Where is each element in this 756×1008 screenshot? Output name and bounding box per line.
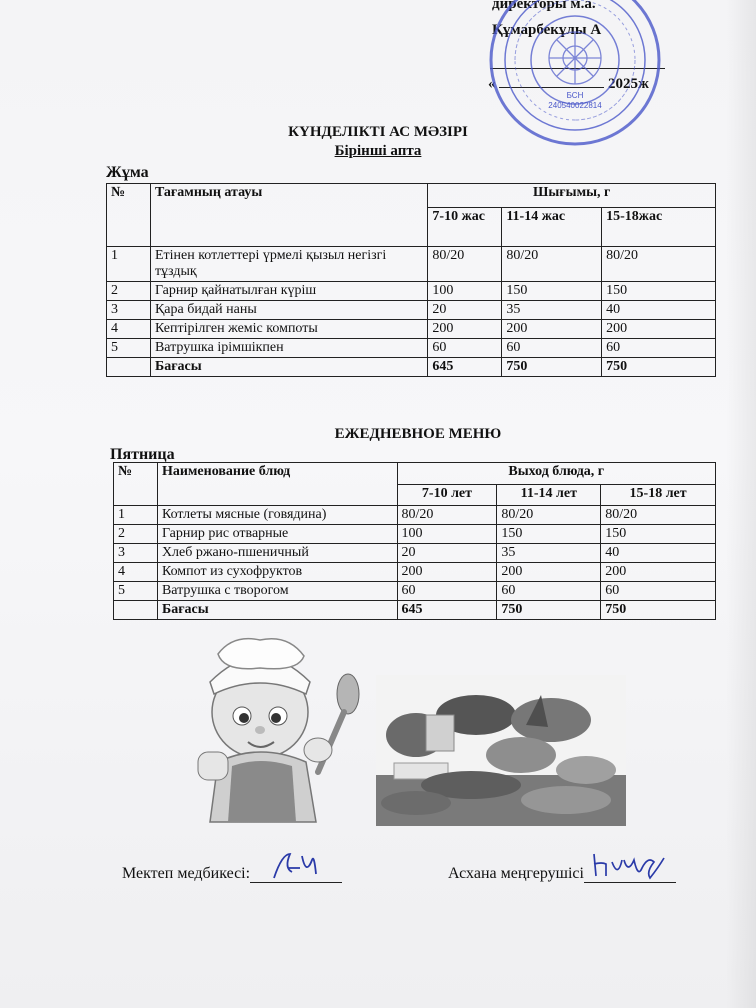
row-no: 2 bbox=[107, 282, 151, 301]
row-value: 60 bbox=[397, 582, 497, 601]
ru-col-no: № bbox=[114, 463, 158, 506]
ru-col-name: Наименование блюд bbox=[157, 463, 397, 506]
table-row bbox=[114, 544, 716, 563]
price-value: 750 bbox=[497, 601, 601, 620]
row-no: 5 bbox=[107, 339, 151, 358]
row-value: 40 bbox=[601, 544, 716, 563]
row-value: 150 bbox=[497, 525, 601, 544]
kz-col-name: Тағамның атауы bbox=[150, 184, 427, 247]
canteen-signature-line bbox=[584, 864, 676, 883]
row-name: Қара бидай наны bbox=[150, 301, 427, 320]
date-year: 2025ж bbox=[608, 76, 649, 92]
food-photo bbox=[376, 675, 626, 826]
row-name: Гарнир рис отварные bbox=[157, 525, 397, 544]
row-name: Компот из сухофруктов bbox=[157, 563, 397, 582]
table-row bbox=[107, 320, 716, 339]
ru-header-row bbox=[114, 463, 716, 485]
ru-title: ЕЖЕДНЕВНОЕ МЕНЮ bbox=[334, 426, 502, 442]
row-value: 150 bbox=[602, 282, 716, 301]
price-value: 750 bbox=[602, 358, 716, 377]
row-value: 40 bbox=[602, 301, 716, 320]
row-value: 60 bbox=[602, 339, 716, 358]
table-row bbox=[114, 563, 716, 582]
row-value: 80/20 bbox=[497, 506, 601, 525]
nurse-signature bbox=[270, 850, 330, 882]
row-value: 80/20 bbox=[397, 506, 497, 525]
price-value: 750 bbox=[502, 358, 602, 377]
price-value: 750 bbox=[601, 601, 716, 620]
row-no: 4 bbox=[107, 320, 151, 339]
kz-col-no: № bbox=[107, 184, 151, 247]
row-value: 60 bbox=[502, 339, 602, 358]
row-name: Ватрушка ірімшікпен bbox=[150, 339, 427, 358]
price-label: Бағасы bbox=[150, 358, 427, 377]
row-name: Етінен котлеттері үрмелі қызыл негізгі тұздық bbox=[150, 247, 427, 282]
header-director: директоры м.а. bbox=[492, 0, 596, 12]
row-name: Хлеб ржано-пшеничный bbox=[157, 544, 397, 563]
row-name: Гарнир қайнатылған күріш bbox=[150, 282, 427, 301]
row-name: Котлеты мясные (говядина) bbox=[157, 506, 397, 525]
canteen-signature bbox=[588, 848, 668, 882]
table-row bbox=[107, 301, 716, 320]
kz-header-row bbox=[107, 184, 716, 208]
header-name: Құмарбекұлы А bbox=[492, 22, 602, 38]
kz-col-output: Шығымы, г bbox=[428, 184, 716, 208]
table-row bbox=[114, 582, 716, 601]
table-row bbox=[107, 247, 716, 282]
row-no: 4 bbox=[114, 563, 158, 582]
nurse-signature-line bbox=[250, 864, 342, 883]
kz-age3: 15-18жас bbox=[602, 208, 716, 247]
ru-age1: 7-10 лет bbox=[397, 484, 497, 506]
row-value: 200 bbox=[497, 563, 601, 582]
row-value: 80/20 bbox=[428, 247, 502, 282]
row-name: Ватрушка с творогом bbox=[157, 582, 397, 601]
row-value: 200 bbox=[601, 563, 716, 582]
price-value: 645 bbox=[397, 601, 497, 620]
row-no: 3 bbox=[114, 544, 158, 563]
row-value: 150 bbox=[601, 525, 716, 544]
kz-day: Жұма bbox=[106, 164, 149, 181]
table-row bbox=[107, 339, 716, 358]
price-row bbox=[114, 601, 716, 620]
price-label: Бағасы bbox=[157, 601, 397, 620]
row-value: 200 bbox=[502, 320, 602, 339]
price-empty bbox=[114, 601, 158, 620]
row-value: 100 bbox=[428, 282, 502, 301]
ru-age3: 15-18 лет bbox=[601, 484, 716, 506]
row-name: Кептірілген жеміс компоты bbox=[150, 320, 427, 339]
stamp-bin-label: БСН bbox=[566, 91, 584, 100]
row-value: 200 bbox=[397, 563, 497, 582]
row-value: 35 bbox=[502, 301, 602, 320]
price-value: 645 bbox=[428, 358, 502, 377]
canteen-label: Асхана меңгерушісі bbox=[448, 865, 584, 882]
kz-age1: 7-10 жас bbox=[428, 208, 502, 247]
row-value: 80/20 bbox=[601, 506, 716, 525]
row-value: 80/20 bbox=[602, 247, 716, 282]
ru-menu-table bbox=[113, 462, 716, 620]
row-value: 60 bbox=[601, 582, 716, 601]
row-no: 1 bbox=[114, 506, 158, 525]
kz-menu-table bbox=[106, 183, 716, 377]
stamp-bin-number: 240540022814 bbox=[548, 101, 602, 110]
table-row bbox=[114, 525, 716, 544]
ru-age2: 11-14 лет bbox=[497, 484, 601, 506]
table-row bbox=[114, 506, 716, 525]
row-value: 200 bbox=[602, 320, 716, 339]
row-value: 200 bbox=[428, 320, 502, 339]
nurse-label: Мектеп медбикесі: bbox=[122, 865, 251, 882]
date-quote: « bbox=[488, 76, 496, 92]
canteen-signature-block bbox=[448, 864, 676, 883]
row-value: 60 bbox=[497, 582, 601, 601]
row-no: 5 bbox=[114, 582, 158, 601]
row-value: 20 bbox=[428, 301, 502, 320]
row-no: 2 bbox=[114, 525, 158, 544]
kz-subtitle: Бірінші апта bbox=[334, 143, 422, 159]
row-value: 60 bbox=[428, 339, 502, 358]
ru-day: Пятница bbox=[110, 446, 175, 463]
price-row bbox=[107, 358, 716, 377]
table-row bbox=[107, 282, 716, 301]
kz-age2: 11-14 жас bbox=[502, 208, 602, 247]
row-value: 150 bbox=[502, 282, 602, 301]
row-no: 3 bbox=[107, 301, 151, 320]
row-value: 100 bbox=[397, 525, 497, 544]
row-no: 1 bbox=[107, 247, 151, 282]
nurse-signature-block bbox=[122, 864, 342, 883]
row-value: 20 bbox=[397, 544, 497, 563]
chef-illustration bbox=[188, 632, 360, 828]
ru-col-output: Выход блюда, г bbox=[397, 463, 715, 485]
price-empty bbox=[107, 358, 151, 377]
row-value: 80/20 bbox=[502, 247, 602, 282]
row-value: 35 bbox=[497, 544, 601, 563]
kz-title: КҮНДЕЛІКТІ АС МӘЗІРІ bbox=[288, 124, 468, 140]
